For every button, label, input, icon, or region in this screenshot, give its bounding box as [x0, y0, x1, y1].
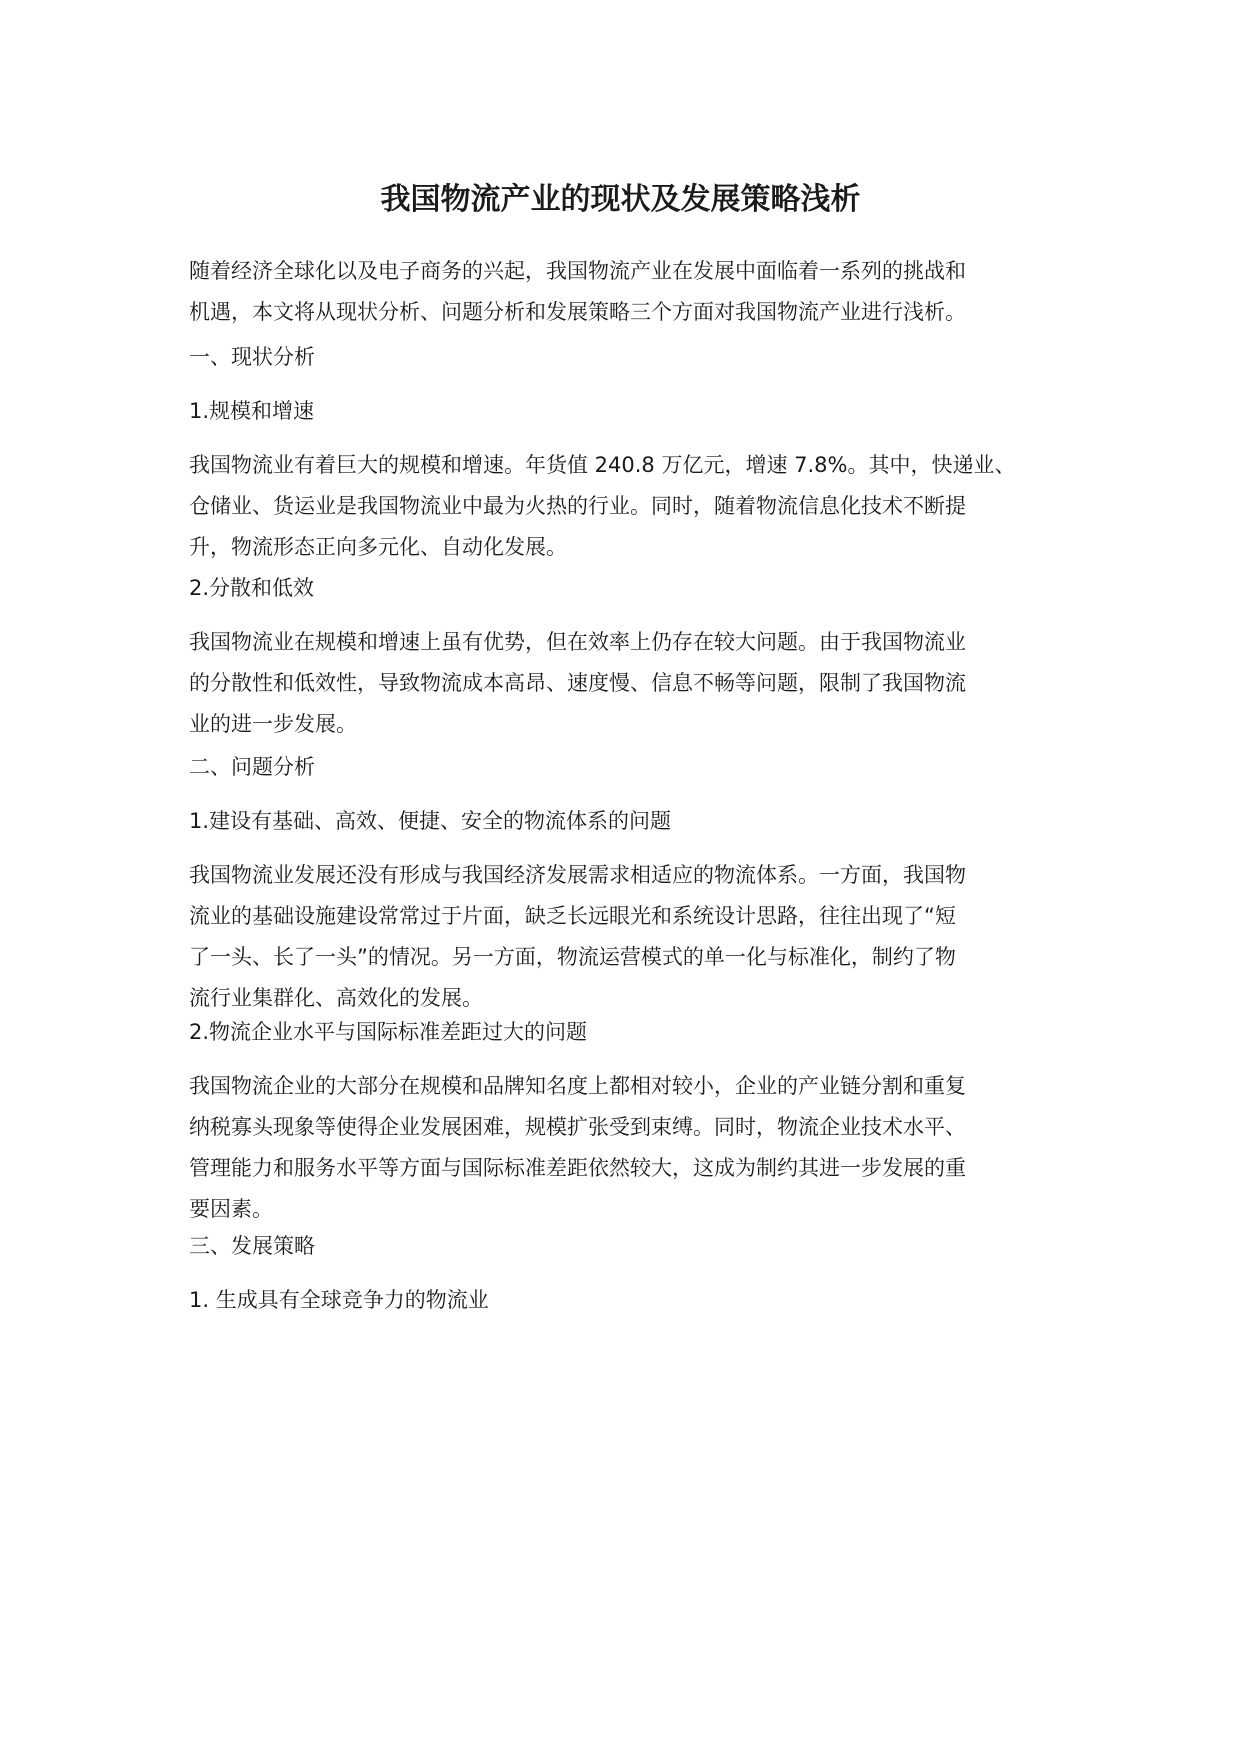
paragraph-line: 管理能力和服务水平等方面与国际标准差距依然较大，这成为制约其进一步发展的重: [189, 1156, 966, 1180]
subsection-heading-1-2: 2.分散和低效: [189, 576, 315, 600]
paragraph-line: 流业的基础设施建设常常过于片面，缺乏长远眼光和系统设计思路，往往出现了“短: [189, 904, 956, 928]
section-heading-2: 二、问题分析: [189, 755, 315, 779]
paragraph-line: 要因素。: [189, 1197, 273, 1221]
paragraph-line: 业的进一步发展。: [189, 712, 357, 736]
paragraph-line: 了一头、长了一头”的情况。另一方面，物流运营模式的单一化与标准化，制约了物: [189, 945, 956, 969]
intro-paragraph: [189, 251, 1059, 333]
paragraph-1-1: [189, 445, 1059, 568]
intro-line: 随着经济全球化以及电子商务的兴起，我国物流产业在发展中面临着一系列的挑战和: [189, 259, 966, 283]
paragraph-line: 升，物流形态正向多元化、自动化发展。: [189, 535, 567, 559]
section-heading-1: 一、现状分析: [189, 345, 315, 369]
paragraph-2-2: [189, 1066, 1059, 1230]
paragraph-line: 流行业集群化、高效化的发展。: [189, 986, 483, 1010]
subsection-heading-3-1: 1. 生成具有全球竞争力的物流业: [189, 1288, 489, 1312]
paragraph-line: 仓储业、货运业是我国物流业中最为火热的行业。同时，随着物流信息化技术不断提: [189, 494, 966, 518]
subsection-heading-1-1: 1.规模和增速: [189, 399, 315, 423]
paragraph-line: 纳税寡头现象等使得企业发展困难，规模扩张受到束缚。同时，物流企业技术水平、: [189, 1115, 966, 1139]
section-heading-3: 三、发展策略: [189, 1234, 315, 1258]
paragraph-2-1: [189, 855, 1059, 1019]
paragraph-line: 的分散性和低效性，导致物流成本高昂、速度慢、信息不畅等问题，限制了我国物流: [189, 671, 966, 695]
document-title: 我国物流产业的现状及发展策略浅析: [380, 182, 861, 217]
paragraph-line: 我国物流业有着巨大的规模和增速。年货值 240.8 万亿元，增速 7.8%。其中，快递业、: [189, 453, 1016, 477]
subsection-heading-2-1: 1.建设有基础、高效、便捷、安全的物流体系的问题: [189, 809, 672, 833]
paragraph-line: 我国物流业发展还没有形成与我国经济发展需求相适应的物流体系。一方面，我国物: [189, 863, 966, 887]
intro-line: 机遇，本文将从现状分析、问题分析和发展策略三个方面对我国物流产业进行浅析。: [189, 300, 966, 324]
paragraph-line: 我国物流企业的大部分在规模和品牌知名度上都相对较小，企业的产业链分割和重复: [189, 1074, 966, 1098]
paragraph-line: 我国物流业在规模和增速上虽有优势，但在效率上仍存在较大问题。由于我国物流业: [189, 630, 966, 654]
subsection-heading-2-2: 2.物流企业水平与国际标准差距过大的问题: [189, 1020, 588, 1044]
paragraph-1-2: [189, 622, 1059, 745]
